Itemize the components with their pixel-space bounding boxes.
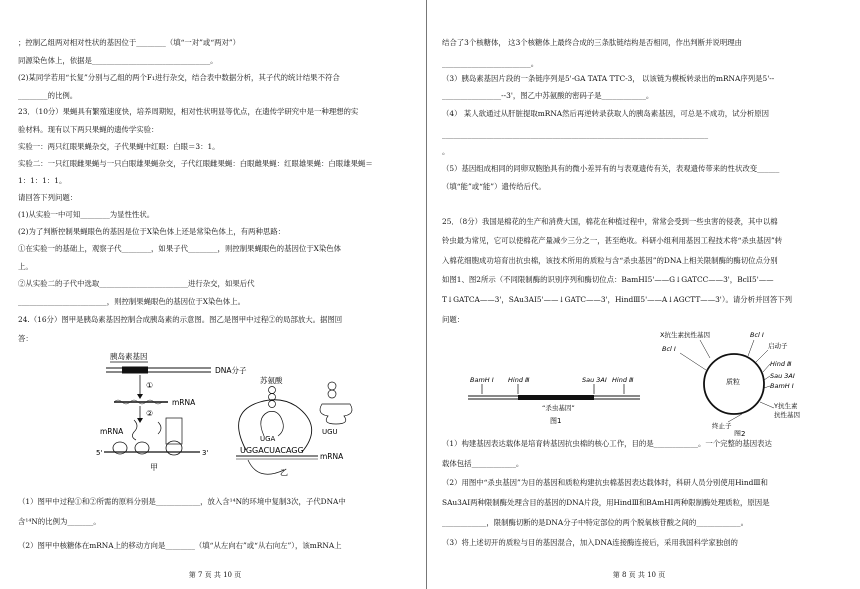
text-line: (2)为了判断控制果蝇眼色的基因是位于X染色体上还是常染色体上，有两种思路： <box>18 227 286 236</box>
fig2-x-resistance: X抗生素抗性基因 <box>660 331 710 339</box>
text-line: (2)某同学若用“长复”分别与乙组的两个F₁进行杂交，结合表中数据分析，其子代的统计结果不符合 <box>18 73 340 82</box>
question-25-2-cont2: ____________，限制酶切断的是DNA分子中特定部位的两个脱氧核苷酸之间的____________。 <box>442 518 748 527</box>
text-line: 同源染色体上，依据是________________________________。 <box>18 56 218 65</box>
fig2-caption: 图2 <box>734 430 746 436</box>
five-prime-label: 5' <box>96 449 103 457</box>
gene-segment <box>122 367 148 374</box>
fig2-terminator: 终止子 <box>712 422 732 430</box>
left-column <box>18 0 412 589</box>
right-column <box>442 0 836 589</box>
trna-anticodon-outer: UGU <box>322 428 338 436</box>
fig2-y-resistance-1: Y抗生素 <box>774 402 798 410</box>
text-line: 验材料。现有以下两只果蝇的遗传学实验： <box>18 125 159 134</box>
fig1-bamh: BamH Ⅰ <box>470 376 494 384</box>
text-line: 1：1：1：1。 <box>18 176 67 185</box>
fig1-hind1: Hind Ⅲ <box>508 376 530 384</box>
text-line: 如图1、图2所示（不同限制酶的识别序列和酶切位点：BamHⅠ5'——G↓GATCC——3'，BclⅠ5'—— <box>442 275 774 284</box>
step-1-label: ① <box>146 381 154 390</box>
question-25-2: （2）用图中“杀虫基因”为目的基因和质粒构建抗虫棉基因表达载体时，科研人员分别使用HindⅢ和 <box>442 478 768 487</box>
figure-1 <box>464 370 654 426</box>
text-line: 结合了3个核糖体， 这3个核糖体上最终合成的三条肽链结构是否相同，作出判断并说明理由 <box>442 38 742 47</box>
text-line: ；控制乙组两对相对性状的基因位于________（填“一对”或“两对”） <box>18 38 241 47</box>
question-25-2-cont: SAu3AⅠ两种限制酶处理含目的基因的DNA片段，用HindⅢ和BAmHⅠ两种限制酶处理质粒，原因是 <box>442 498 770 507</box>
figure-2-plasmid <box>650 328 830 436</box>
text-line: （5）基因组成相同的同卵双胞胎具有的微小差异有的与表观遗传有关，表观遗传带来的性状改变______ <box>442 164 780 173</box>
step-2-label: ② <box>146 409 154 418</box>
mrna-label-jia: mRNA <box>100 427 124 436</box>
text-line: 。 <box>442 147 450 156</box>
figure-jia-yi <box>96 348 366 488</box>
text-line: 答： <box>18 334 33 343</box>
text-line: 入棉花细胞成功培育出抗虫棉，该技术所用的质粒与含“杀虫基因”的DNA上相关限制酶的酶切位点分别 <box>442 256 778 265</box>
text-line: 上。 <box>18 262 33 271</box>
dna-label: DNA分子 <box>215 366 247 375</box>
text-line: 问题： <box>442 315 465 324</box>
text-line: ②从实验二的子代中选取________________________进行杂交，如果后代 <box>18 279 255 288</box>
gene-label: 胰岛素基因 <box>110 352 148 361</box>
text-line: （4） 某人欲通过从肝脏提取mRNA然后再逆转录获取人的胰岛素基因，可总是不成功，试分析原因 <box>442 109 770 118</box>
text-line: 实验一：两只红眼果蝇杂交，子代果蝇中红眼：白眼＝3：1。 <box>18 142 220 151</box>
fig1-sau: Sau 3AⅠ <box>582 376 607 384</box>
fig2-bamh: BamH Ⅰ <box>770 382 794 390</box>
text-line: (1)从实验一中可知________为显性性状。 <box>18 210 155 219</box>
fig2-hind: Hind Ⅲ <box>770 360 792 368</box>
text-line: ①在实验一的基础上，观察子代________，如果子代________，则控制果蝇眼色的基因位于X染色体 <box>18 244 342 253</box>
text-line: T↓GATCA——3'，SAu3AⅠ5'——↓GATC——3'，HindⅢ5'——A↓AGCTT——3'）。请分析并回答下列 <box>442 295 793 304</box>
codon-sequence: UGGACUACAGG <box>240 446 304 455</box>
jia-label: 甲 <box>150 463 158 472</box>
fig1-caption: 图1 <box>550 417 562 425</box>
fig2-bcl2: Bcl Ⅰ <box>662 345 676 353</box>
question-25-header: 25．（8分）我国是棉花的生产和消费大国，棉花在种植过程中，常常会受到一些虫害的侵袭，其中以棉 <box>442 217 778 226</box>
page-number-left: 第 7 页 共 10 页 <box>188 571 242 579</box>
question-24-header: 24.（16分）图甲是胰岛素基因控制合成胰岛素的示意图。图乙是图甲中过程②的局部放大。据图回 <box>18 315 343 324</box>
text-line: ________________________________________________________________________ <box>442 130 709 139</box>
question-24-2: （2）图甲中核糖体在mRNA上的移动方向是________（填“从左向右”或“从右向左”），该mRNA上 <box>18 541 342 550</box>
text-line: ________________--3'，图乙中苏氨酸的密码子是____________。 <box>442 91 654 100</box>
text-line: （填“能”或“能”）遗传给后代。 <box>442 182 546 191</box>
question-25-1: （1）构建基因表达载体是培育转基因抗虫棉的核心工作，目的是____________。一个完整的基因表达 <box>442 439 772 448</box>
fig2-bcl1: Bcl Ⅰ <box>750 331 764 339</box>
fig2-plasmid-label: 质粒 <box>726 378 740 386</box>
fig2-promoter: 启动子 <box>768 342 788 350</box>
anticodon-inner: UGA <box>260 435 276 443</box>
fig2-sau: Sau 3AⅠ <box>770 372 795 380</box>
question-25-1-cont: 载体包括____________。 <box>442 459 524 468</box>
text-line: 铃虫最为常见，它可以使棉花产量减少三分之一，甚至绝收。科研小组利用基因工程技术将“杀虫基因”转 <box>442 236 783 245</box>
text-line: ________________________，则控制果蝇眼色的基因位于X染色体上。 <box>18 297 245 306</box>
text-line: 实验二：一只红眼雌果蝇与一只白眼雄果蝇杂交，子代红眼雌果蝇：白眼雌果蝇：红眼雄果蝇：白眼雄果蝇＝ <box>18 159 373 168</box>
text-line: 请回答下列问题： <box>18 193 78 202</box>
fig1-hind2: Hind Ⅲ <box>612 376 634 384</box>
text-line: ________的比例。 <box>18 91 78 100</box>
question-23-header: 23．（10分）果蝇具有繁殖速度快，培养周期短，相对性状明显等优点，在遗传学研究中是一种理想的实 <box>18 107 359 116</box>
question-24-1: （1）图甲中过程①和②所需的原料分别是____________，放入含¹⁴N的环境中复制3次，子代DNA中 <box>18 497 346 506</box>
three-prime-label: 3' <box>202 449 209 457</box>
insecticidal-gene-bar <box>518 395 594 400</box>
page-number-right: 第 8 页 共 10 页 <box>612 571 666 579</box>
question-24-1-cont: 含¹⁴N的比例为_______。 <box>18 517 101 526</box>
mrna-label-yi: mRNA <box>320 452 344 461</box>
mrna-label-top: mRNA <box>172 398 196 407</box>
text-line: ________________________。 <box>442 59 539 68</box>
text-line: （3）胰岛素基因片段的一条链序列是5'-GA TATA TTC-3， 以该链为模板转录出的mRNA序列是5'-- <box>442 74 775 83</box>
fig1-gene-label: “杀虫基因” <box>542 404 575 412</box>
amino-acid-label: 苏氨酸 <box>260 376 283 385</box>
column-divider <box>426 0 427 589</box>
fig2-y-resistance-2: 抗性基因 <box>774 411 800 419</box>
question-25-3: （3）将上述切开的质粒与目的基因混合，加入DNA连接酶连接后，采用我国科学家独创的 <box>442 538 738 547</box>
yi-label: 乙 <box>280 468 288 477</box>
